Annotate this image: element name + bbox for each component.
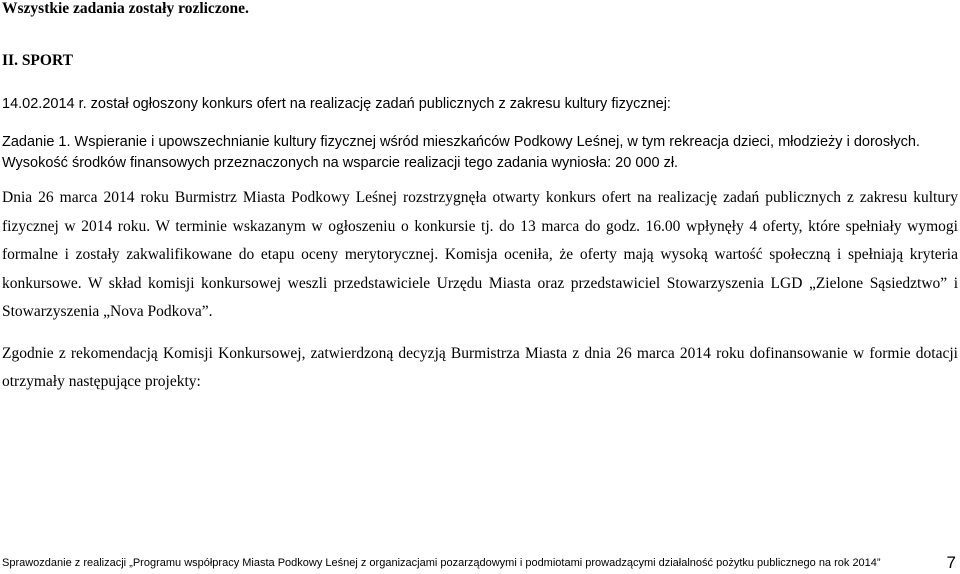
summary-line: Wszystkie zadania zostały rozliczone. <box>2 0 249 17</box>
funding-line: Wysokość środków finansowych przeznaczonych na wsparcie realizacji tego zadania wyniosła: 20 000 zł. <box>2 155 679 171</box>
page-number: 7 <box>946 553 956 572</box>
recommendation-paragraph: Zgodnie z rekomendacją Komisji Konkursowej, zatwierdzoną decyzją Burmistrza Miasta z dnia 26 marca 2014 roku dofinansowanie w formie dotacji otrzymały następujące projekty: <box>2 345 958 390</box>
decision-paragraph: Dnia 26 marca 2014 roku Burmistrz Miasta Podkowy Leśnej rozstrzygnęła otwarty konkurs ofert na realizację zadań publicznych z zakresu kultury fizycznej w 2014 roku. W terminie wskazanym w ogłoszeniu o konkursie tj. do 13 marca do godz. 16.00 wpłynęły 4 oferty, które spełniały wymogi formalne i zostały zakwalifikowane do etapu oceny merytorycznej. Komisja oceniła, że oferty mają wysoką wartość społeczną i spełniają kryteria konkursowe. W skład komisji konkursowej weszli przedstawiciele Urzędu Miasta oraz przedstawiciel Stowarzyszenia LGD „Zielone Sąsiedztwo” i Stowarzyszenia „Nova Podkova”. <box>2 189 958 320</box>
task-description: Zadanie 1. Wspieranie i upowszechnianie kultury fizycznej wśród mieszkańców Podkowy Leśnej, w tym rekreacja dzieci, młodzieży i dorosłych. <box>2 134 920 150</box>
announcement-line: 14.02.2014 r. został ogłoszony konkurs ofert na realizację zadań publicznych z zakresu kultury fizycznej: <box>2 96 671 112</box>
page-footer: Sprawozdanie z realizacji „Programu współpracy Miasta Podkowy Leśnej z organizacjami pozarządowymi i podmiotami prowadzącymi działalność pożytku publicznego na rok 2014” <box>2 557 881 569</box>
section-heading: II. SPORT <box>2 52 73 69</box>
